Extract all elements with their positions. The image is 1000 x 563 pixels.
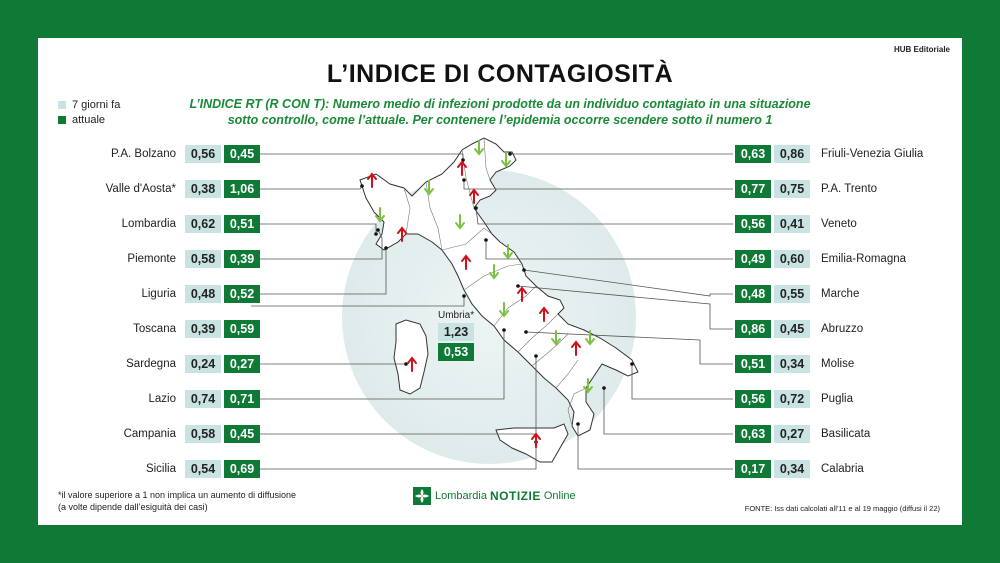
region-row-calabria <box>735 460 864 478</box>
subtitle-line1: L’INDICE RT (R CON T): Numero medio di infezioni prodotte da un individuo contagiato in una situazione <box>189 97 811 111</box>
region-new-value: 0,48 <box>735 285 771 303</box>
region-new-value: 0,17 <box>735 460 771 478</box>
legend-new-label: attuale <box>72 113 106 126</box>
region-new-value: 0,45 <box>224 425 260 443</box>
region-name: P.A. Trento <box>821 183 878 195</box>
region-name: P.A. Bolzano <box>110 148 176 160</box>
line-sicilia <box>251 442 536 469</box>
region-row-campania <box>78 425 260 443</box>
lombardia-notizie-logo <box>413 487 576 505</box>
sardinia-shape <box>394 320 428 394</box>
region-new-value: 0,52 <box>224 285 260 303</box>
region-name: Lombardia <box>121 218 176 230</box>
umbria-new-value: 0,53 <box>438 343 474 361</box>
region-new-value: 0,63 <box>735 145 771 163</box>
region-new-value: 0,45 <box>224 145 260 163</box>
region-row-lazio <box>78 390 260 408</box>
region-name: Friuli-Venezia Giulia <box>821 148 924 160</box>
region-new-value: 0,56 <box>735 390 771 408</box>
infographic-card <box>38 38 962 525</box>
region-name: Liguria <box>141 288 176 300</box>
region-name: Toscana <box>133 323 176 335</box>
region-row-p-a-trento <box>735 180 877 198</box>
region-old-value: 0,34 <box>774 355 810 373</box>
region-name: Sardegna <box>126 358 176 370</box>
region-name: Valle d'Aosta* <box>105 183 176 195</box>
subtitle-line2: sotto controllo, come l’attuale. Per contenere l’epidemia occorre scendere sotto il numero 1 <box>227 113 773 127</box>
region-old-value: 0,27 <box>774 425 810 443</box>
region-name: Piemonte <box>127 253 176 265</box>
line-piemonte <box>251 230 382 259</box>
region-old-value: 0,45 <box>774 320 810 338</box>
region-name: Calabria <box>821 463 864 475</box>
region-row-veneto <box>735 215 857 233</box>
region-old-value: 0,58 <box>185 425 221 443</box>
region-new-value: 0,77 <box>735 180 771 198</box>
region-row-lombardia <box>78 215 260 233</box>
page-title: L’INDICE DI CONTAGIOSITÀ <box>326 60 674 88</box>
umbria-callout <box>438 310 474 361</box>
region-new-value: 0,49 <box>735 250 771 268</box>
region-new-value: 1,06 <box>224 180 260 198</box>
line-liguria <box>251 248 386 294</box>
region-name: Molise <box>821 358 855 370</box>
region-row-puglia <box>735 390 853 408</box>
region-row-emilia-romagna <box>735 250 906 268</box>
region-old-value: 0,38 <box>185 180 221 198</box>
region-new-value: 0,39 <box>224 250 260 268</box>
umbria-old-value: 1,23 <box>438 323 474 341</box>
region-new-value: 0,56 <box>735 215 771 233</box>
region-name: Abruzzo <box>821 323 864 335</box>
region-old-value: 0,60 <box>774 250 810 268</box>
line-basilicata <box>604 388 733 434</box>
line-veneto <box>476 208 733 224</box>
region-row-abruzzo <box>735 320 863 338</box>
region-old-value: 0,74 <box>185 390 221 408</box>
logo-text-mid: NOTIZIE <box>489 489 541 503</box>
region-old-value: 0,34 <box>774 460 810 478</box>
region-new-value: 0,27 <box>224 355 260 373</box>
region-name: Basilicata <box>821 428 871 440</box>
region-old-value: 0,24 <box>185 355 221 373</box>
region-new-value: 0,51 <box>224 215 260 233</box>
region-old-value: 0,41 <box>774 215 810 233</box>
region-row-sicilia <box>78 460 260 478</box>
region-old-value: 0,62 <box>185 215 221 233</box>
legend-old-label: 7 giorni fa <box>72 98 121 111</box>
line-puglia <box>632 364 733 399</box>
region-row-sardegna <box>78 355 260 373</box>
region-new-value: 0,63 <box>735 425 771 443</box>
region-old-value: 0,48 <box>185 285 221 303</box>
line-campania <box>251 356 536 434</box>
line-toscana <box>251 296 464 306</box>
region-new-value: 0,86 <box>735 320 771 338</box>
region-old-value: 0,39 <box>185 320 221 338</box>
logo-text-pre: Lombardia <box>435 490 487 502</box>
line-calabria <box>578 424 733 469</box>
line-bolzano <box>251 154 463 160</box>
footnote <box>58 489 296 513</box>
region-old-value: 0,56 <box>185 145 221 163</box>
footnote-line1: *il valore superiore a 1 non implica un aumento di diffusione <box>58 490 296 500</box>
sicily-shape <box>496 424 568 462</box>
hub-label: HUB Editoriale <box>893 45 950 54</box>
region-row-valle-d-aosta <box>78 180 260 198</box>
region-row-molise <box>735 355 854 373</box>
region-name: Veneto <box>821 218 857 230</box>
logo-text-post: Online <box>543 490 576 502</box>
line-emilia <box>486 240 733 259</box>
region-old-value: 0,72 <box>774 390 810 408</box>
italy-map <box>38 38 962 525</box>
source-note: FONTE: Iss dati calcolati all’11 e al 19 maggio (diffusi il 22) <box>744 504 940 513</box>
footnote-line2: (a volte dipende dall’esiguità dei casi) <box>58 502 208 512</box>
line-valle-aosta <box>251 186 362 189</box>
region-row-piemonte <box>78 250 260 268</box>
region-name: Emilia-Romagna <box>821 253 907 265</box>
region-new-value: 0,59 <box>224 320 260 338</box>
line-lombardia <box>251 224 376 234</box>
region-row-liguria <box>78 285 260 303</box>
region-name: Campania <box>123 428 176 440</box>
line-trento <box>464 180 733 189</box>
region-row-friuli-venezia-giulia <box>735 145 923 163</box>
region-old-value: 0,86 <box>774 145 810 163</box>
region-name: Marche <box>821 288 860 300</box>
region-row-toscana <box>78 320 260 338</box>
italy-mainland-shape <box>360 138 638 436</box>
region-old-value: 0,75 <box>774 180 810 198</box>
region-name: Puglia <box>821 393 853 405</box>
region-name: Sicilia <box>145 463 176 475</box>
region-name: Lazio <box>148 393 176 405</box>
region-row-p-a-bolzano <box>78 145 260 163</box>
line-marche <box>524 270 733 296</box>
region-row-basilicata <box>735 425 870 443</box>
region-new-value: 0,51 <box>735 355 771 373</box>
region-old-value: 0,58 <box>185 250 221 268</box>
logo-mark-icon <box>413 487 431 505</box>
region-row-marche <box>735 285 859 303</box>
umbria-label: Umbria* <box>438 310 475 321</box>
region-old-value: 0,54 <box>185 460 221 478</box>
region-new-value: 0,71 <box>224 390 260 408</box>
region-old-value: 0,55 <box>774 285 810 303</box>
region-new-value: 0,69 <box>224 460 260 478</box>
